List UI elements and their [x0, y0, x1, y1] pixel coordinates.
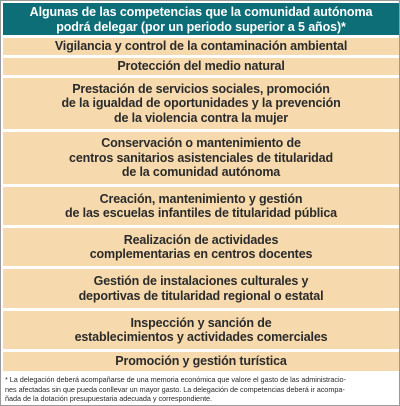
competencia-text: de la comunidad autónoma [121, 165, 281, 180]
competencia-text: centros sanitarios asistenciales de titularidad [69, 150, 333, 165]
competencia-text: Gestión de instalaciones culturales y [93, 274, 309, 288]
competencia-row [3, 352, 399, 371]
competencia-row [3, 132, 399, 184]
competencia-row [3, 38, 399, 55]
competencia-text: establecimientos y actividades comerciales [74, 330, 328, 344]
competencia-text: Inspección y sanción de [130, 315, 272, 330]
competencia-text: Protección del medio natural [117, 59, 285, 74]
competencia-row [3, 228, 399, 266]
competencia-text: Conservación o mantenimiento de [101, 136, 301, 151]
footnote-line: * La delegación deberá acompañarse de una memoria económica que valore el gasto de las administracio- [5, 375, 346, 384]
competencia-row [3, 78, 399, 129]
competencia-row [3, 58, 399, 75]
competencia-text: deportivas de titularidad regional o estatal [78, 288, 324, 303]
competencia-text: de las escuelas infantiles de titularidad pública [65, 206, 337, 220]
competencia-text: Realización de actividades [123, 232, 279, 247]
competencia-row [3, 311, 399, 349]
competencia-text: de la igualdad de oportunidades y la prevención [61, 96, 341, 111]
competencia-row [3, 187, 399, 225]
header-line: podrá delegar (por un periodo superior a 5 años)* [56, 19, 346, 34]
footnote-line: nes afectadas sin que pueda conllevar un mayor gasto. La delegación de competencias deberá ir acompa- [5, 384, 345, 394]
footnote [5, 375, 397, 404]
competencia-text: Promoción y gestión turística [115, 354, 287, 369]
competencia-text: complementarias en centros docentes [89, 247, 313, 261]
competencia-text: Creación, mantenimiento y gestión [99, 191, 303, 206]
competencia-text: Prestación de servicios sociales, promoción [72, 81, 330, 96]
table-header [3, 3, 399, 35]
competencia-text: Vigilancia y control de la contaminación ambiental [54, 39, 348, 54]
competencia-text: de la violencia contra la mujer [114, 110, 288, 125]
header-line: Algunas de las competencias que la comunidad autónoma [29, 5, 373, 19]
competencia-row [3, 269, 399, 308]
footnote-line: ñada de la dotación presupuestaria adecuada y correspondiente. [5, 394, 213, 404]
